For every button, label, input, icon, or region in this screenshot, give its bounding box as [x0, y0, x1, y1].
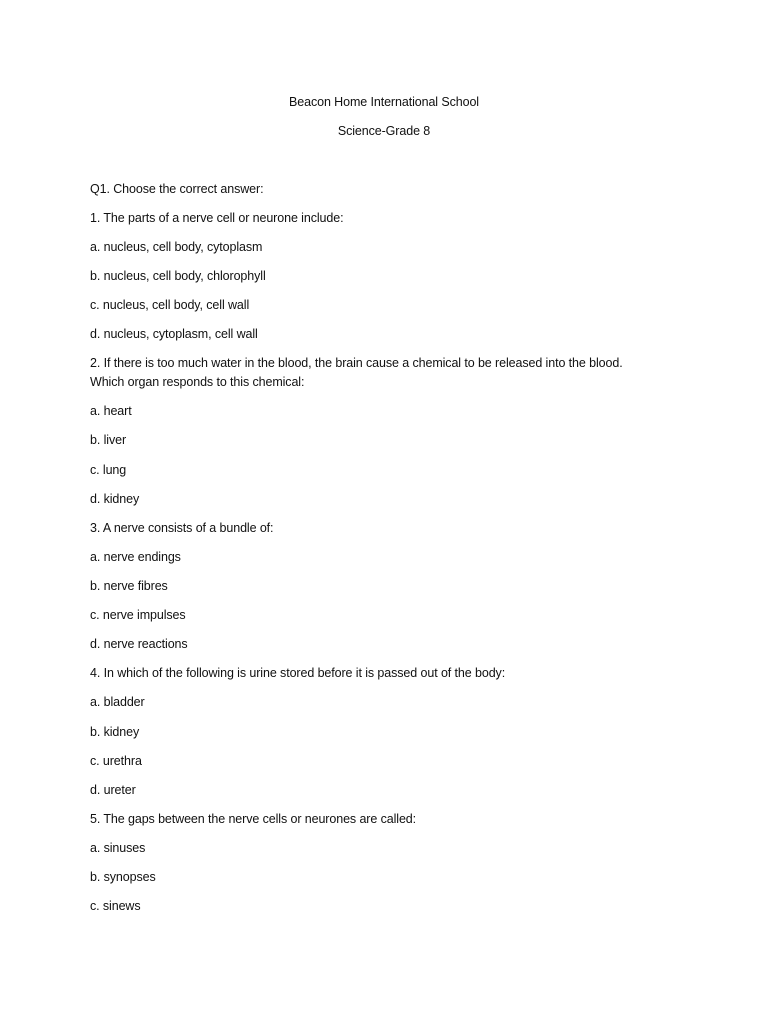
question-2-option-b: b. liver: [90, 433, 127, 447]
question-3-option-a: a. nerve endings: [90, 550, 181, 564]
question-1-option-d: d. nucleus, cytoplasm, cell wall: [90, 327, 258, 341]
question-4-option-a: a. bladder: [90, 695, 145, 709]
subject-title: Science-Grade 8: [337, 124, 431, 138]
question-3-option-b: b. nerve fibres: [90, 579, 168, 593]
question-1-option-c: c. nucleus, cell body, cell wall: [90, 298, 250, 312]
question-3-option-c: c. nerve impulses: [90, 608, 186, 622]
question-1-prompt: 1. The parts of a nerve cell or neurone include:: [90, 211, 344, 225]
section-heading: Q1. Choose the correct answer:: [90, 182, 264, 196]
question-2-prompt: 2. If there is too much water in the blood, the brain cause a chemical to be released into the blood. Which organ responds to this chemical:: [90, 356, 623, 389]
question-3-prompt: 3. A nerve consists of a bundle of:: [90, 521, 274, 535]
question-5-option-b: b. synopses: [90, 870, 156, 884]
question-5-prompt: 5. The gaps between the nerve cells or neurones are called:: [90, 812, 417, 826]
question-5-option-a: a. sinuses: [90, 841, 146, 855]
question-2-option-d: d. kidney: [90, 492, 140, 506]
question-2-option-c: c. lung: [90, 463, 127, 477]
question-1-option-a: a. nucleus, cell body, cytoplasm: [90, 240, 263, 254]
question-3-option-d: d. nerve reactions: [90, 637, 188, 651]
question-2-option-a: a. heart: [90, 404, 132, 418]
question-5-option-c: c. sinews: [90, 899, 141, 913]
question-4-option-b: b. kidney: [90, 725, 140, 739]
question-4-option-d: d. ureter: [90, 783, 136, 797]
question-4-prompt: 4. In which of the following is urine stored before it is passed out of the body:: [90, 666, 506, 680]
question-4-option-c: c. urethra: [90, 754, 142, 768]
school-name: Beacon Home International School: [289, 95, 479, 109]
question-1-option-b: b. nucleus, cell body, chlorophyll: [90, 269, 266, 283]
